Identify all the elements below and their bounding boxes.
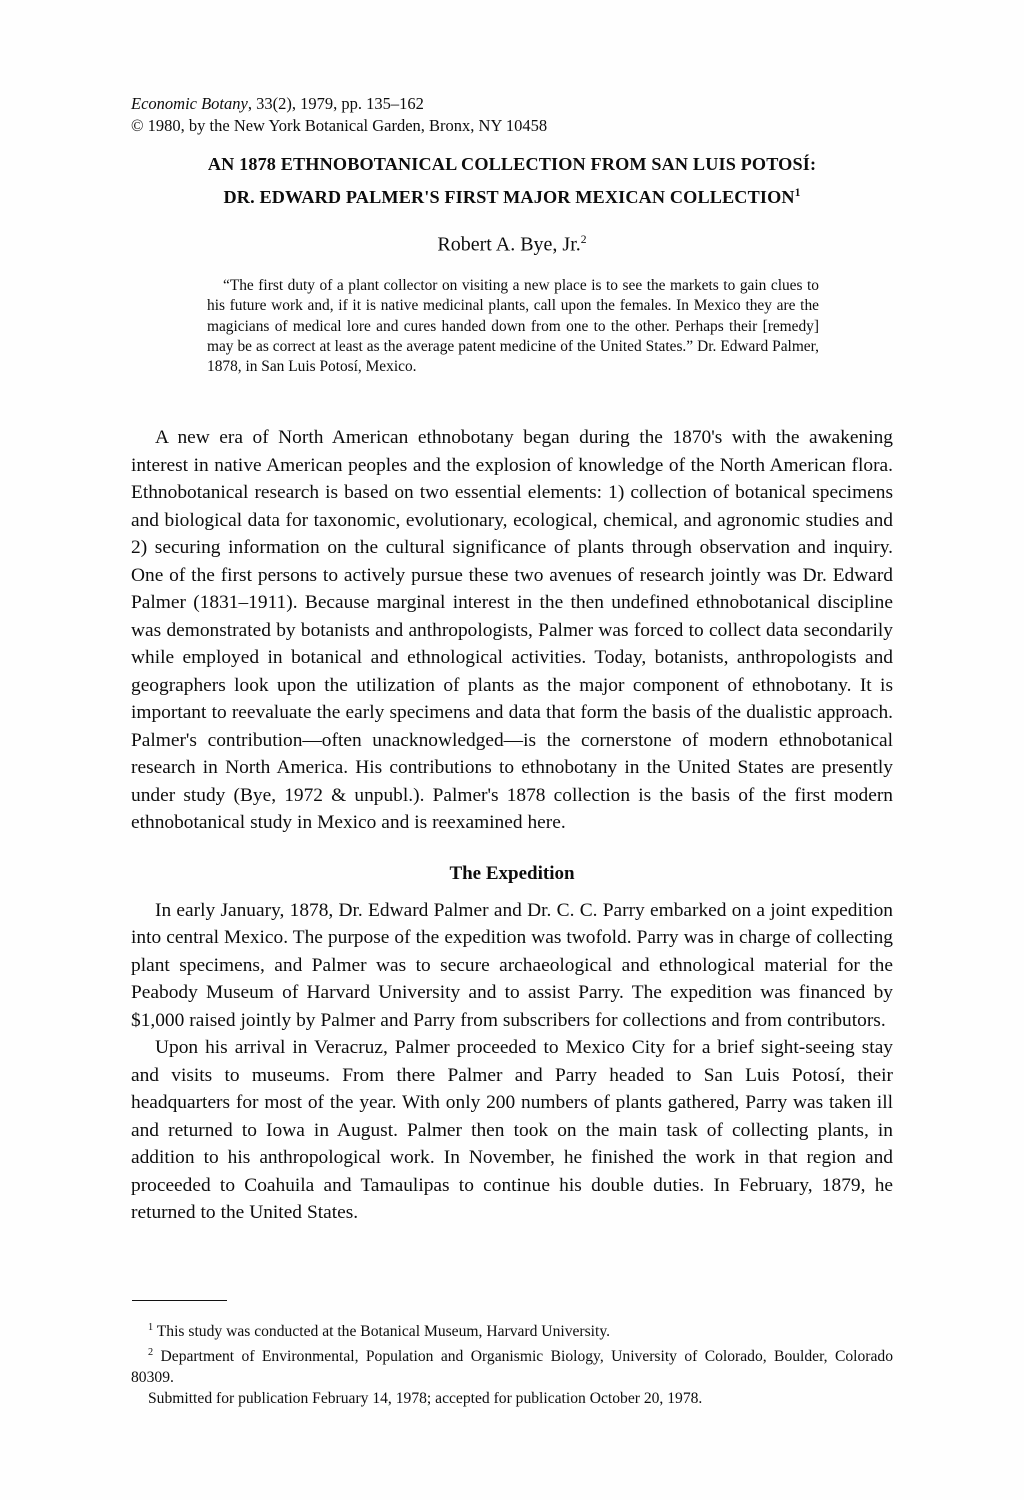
footnote-2-marker: 2 — [148, 1347, 154, 1359]
footnote-separator-rule — [132, 1300, 227, 1301]
author-footnote-marker: 2 — [580, 233, 587, 246]
title-line-2-text: DR. EDWARD PALMER'S FIRST MAJOR MEXICAN COLLECTION — [223, 187, 795, 208]
journal-name: Economic Botany — [131, 94, 248, 113]
footnote-2-text: Department of Environmental, Population and Organismic Biology, University of Colorado, Boulder, Colorado 80309. — [131, 1348, 893, 1387]
title-line-2 — [120, 179, 904, 212]
body-paragraph-2: In early January, 1878, Dr. Edward Palmer and Dr. C. C. Parry embarked on a joint expedition into central Mexico. The purpose of the expedition was twofold. Parry was in charge of collecting plant specimens, and Palmer was to secure archaeological and ethnological material for the Peabody Museum of Harvard University and to assist Parry. The expedition was financed by $1,000 raised jointly by Palmer and Parry from subscribers for collections and from contributors. — [131, 899, 893, 1031]
epigraph-quote: “The first duty of a plant collector on visiting a new place is to see the markets to gain clues to his future work and, if it is native medicinal plants, call upon the females. In Mexico they are the magicians of medical lore and cures handed down from one to the other. Perhaps their [remedy] may be as correct at least as the average patent medicine of the United States.” Dr. Edward Palmer, 1878, in San Luis Potosí, Mexico. — [207, 277, 819, 376]
section-heading-the-expedition: The Expedition — [449, 862, 575, 884]
journal-masthead — [131, 93, 891, 137]
author-name-line — [120, 227, 904, 258]
masthead-citation-line — [131, 93, 891, 115]
journal-citation: , 33(2), 1979, pp. 135–162 — [247, 94, 424, 113]
footnote-1-marker: 1 — [148, 1322, 154, 1333]
author-name-text: Robert A. Bye, Jr. — [437, 233, 581, 256]
footnote-2 — [131, 1342, 893, 1388]
body-paragraph-3: Upon his arrival in Veracruz, Palmer proceeded to Mexico City for a brief sight-seeing stay and visits to museums. From there Palmer and Parry headed to San Luis Potosí, their headquarters for most of the year. With only 200 numbers of plants gathered, Parry was taken ill and returned to Iowa in August. Palmer then took on the main task of collecting plants, in addition to his anthropological work. In November, he finished the work in that region and proceeded to Coahuila and Tamaulipas to continue his double duties. In February, 1879, he returned to the United States. — [131, 1037, 893, 1223]
article-title — [120, 150, 904, 212]
footnote-1-text: This study was conducted at the Botanical Museum, Harvard University. — [153, 1323, 611, 1341]
submission-note: Submitted for publication February 14, 1978; accepted for publication October 20, 1978. — [148, 1390, 703, 1408]
article-body — [131, 424, 893, 1227]
author-block — [120, 227, 904, 258]
footnote-area — [131, 1300, 893, 1409]
copyright-line: © 1980, by the New York Botanical Garden, Bronx, NY 10458 — [131, 116, 548, 135]
title-footnote-marker: 1 — [794, 187, 801, 199]
footnote-1 — [131, 1317, 893, 1342]
body-paragraph-1: A new era of North American ethnobotany began during the 1870's with the awakening interest in native American peoples and the explosion of knowledge of the North American flora. Ethnobotanical research is based on two essential elements: 1) collection of botanical specimens and biological data for taxonomic, evolutionary, ecological, chemical, and agronomic studies and 2) securing information on the cultural significance of plants through observation and inquiry. One of the first persons to actively pursue these two avenues of research jointly was Dr. Edward Palmer (1831–1911). Because marginal interest in the then undefined ethnobotanical discipline was demonstrated by botanists and anthropologists, Palmer was forced to collect data secondarily while employed in botanical and ethnological activities. Today, botanists, anthropologists and geographers look upon the utilization of plants as the major component of ethnobotany. It is important to reevaluate the early specimens and data that form the basis of the dualistic approach. Palmer's contribution—often unacknowledged—is the cornerstone of modern ethnobotanical research in North America. His contributions to ethnobotany in the United States are presently under study (Bye, 1972 & unpubl.). Palmer's 1878 collection is the basis of the first modern ethnobotanical study in Mexico and is reexamined here. — [131, 427, 893, 833]
title-line-1: AN 1878 ETHNOBOTANICAL COLLECTION FROM SAN LUIS POTOSÍ: — [207, 154, 817, 174]
